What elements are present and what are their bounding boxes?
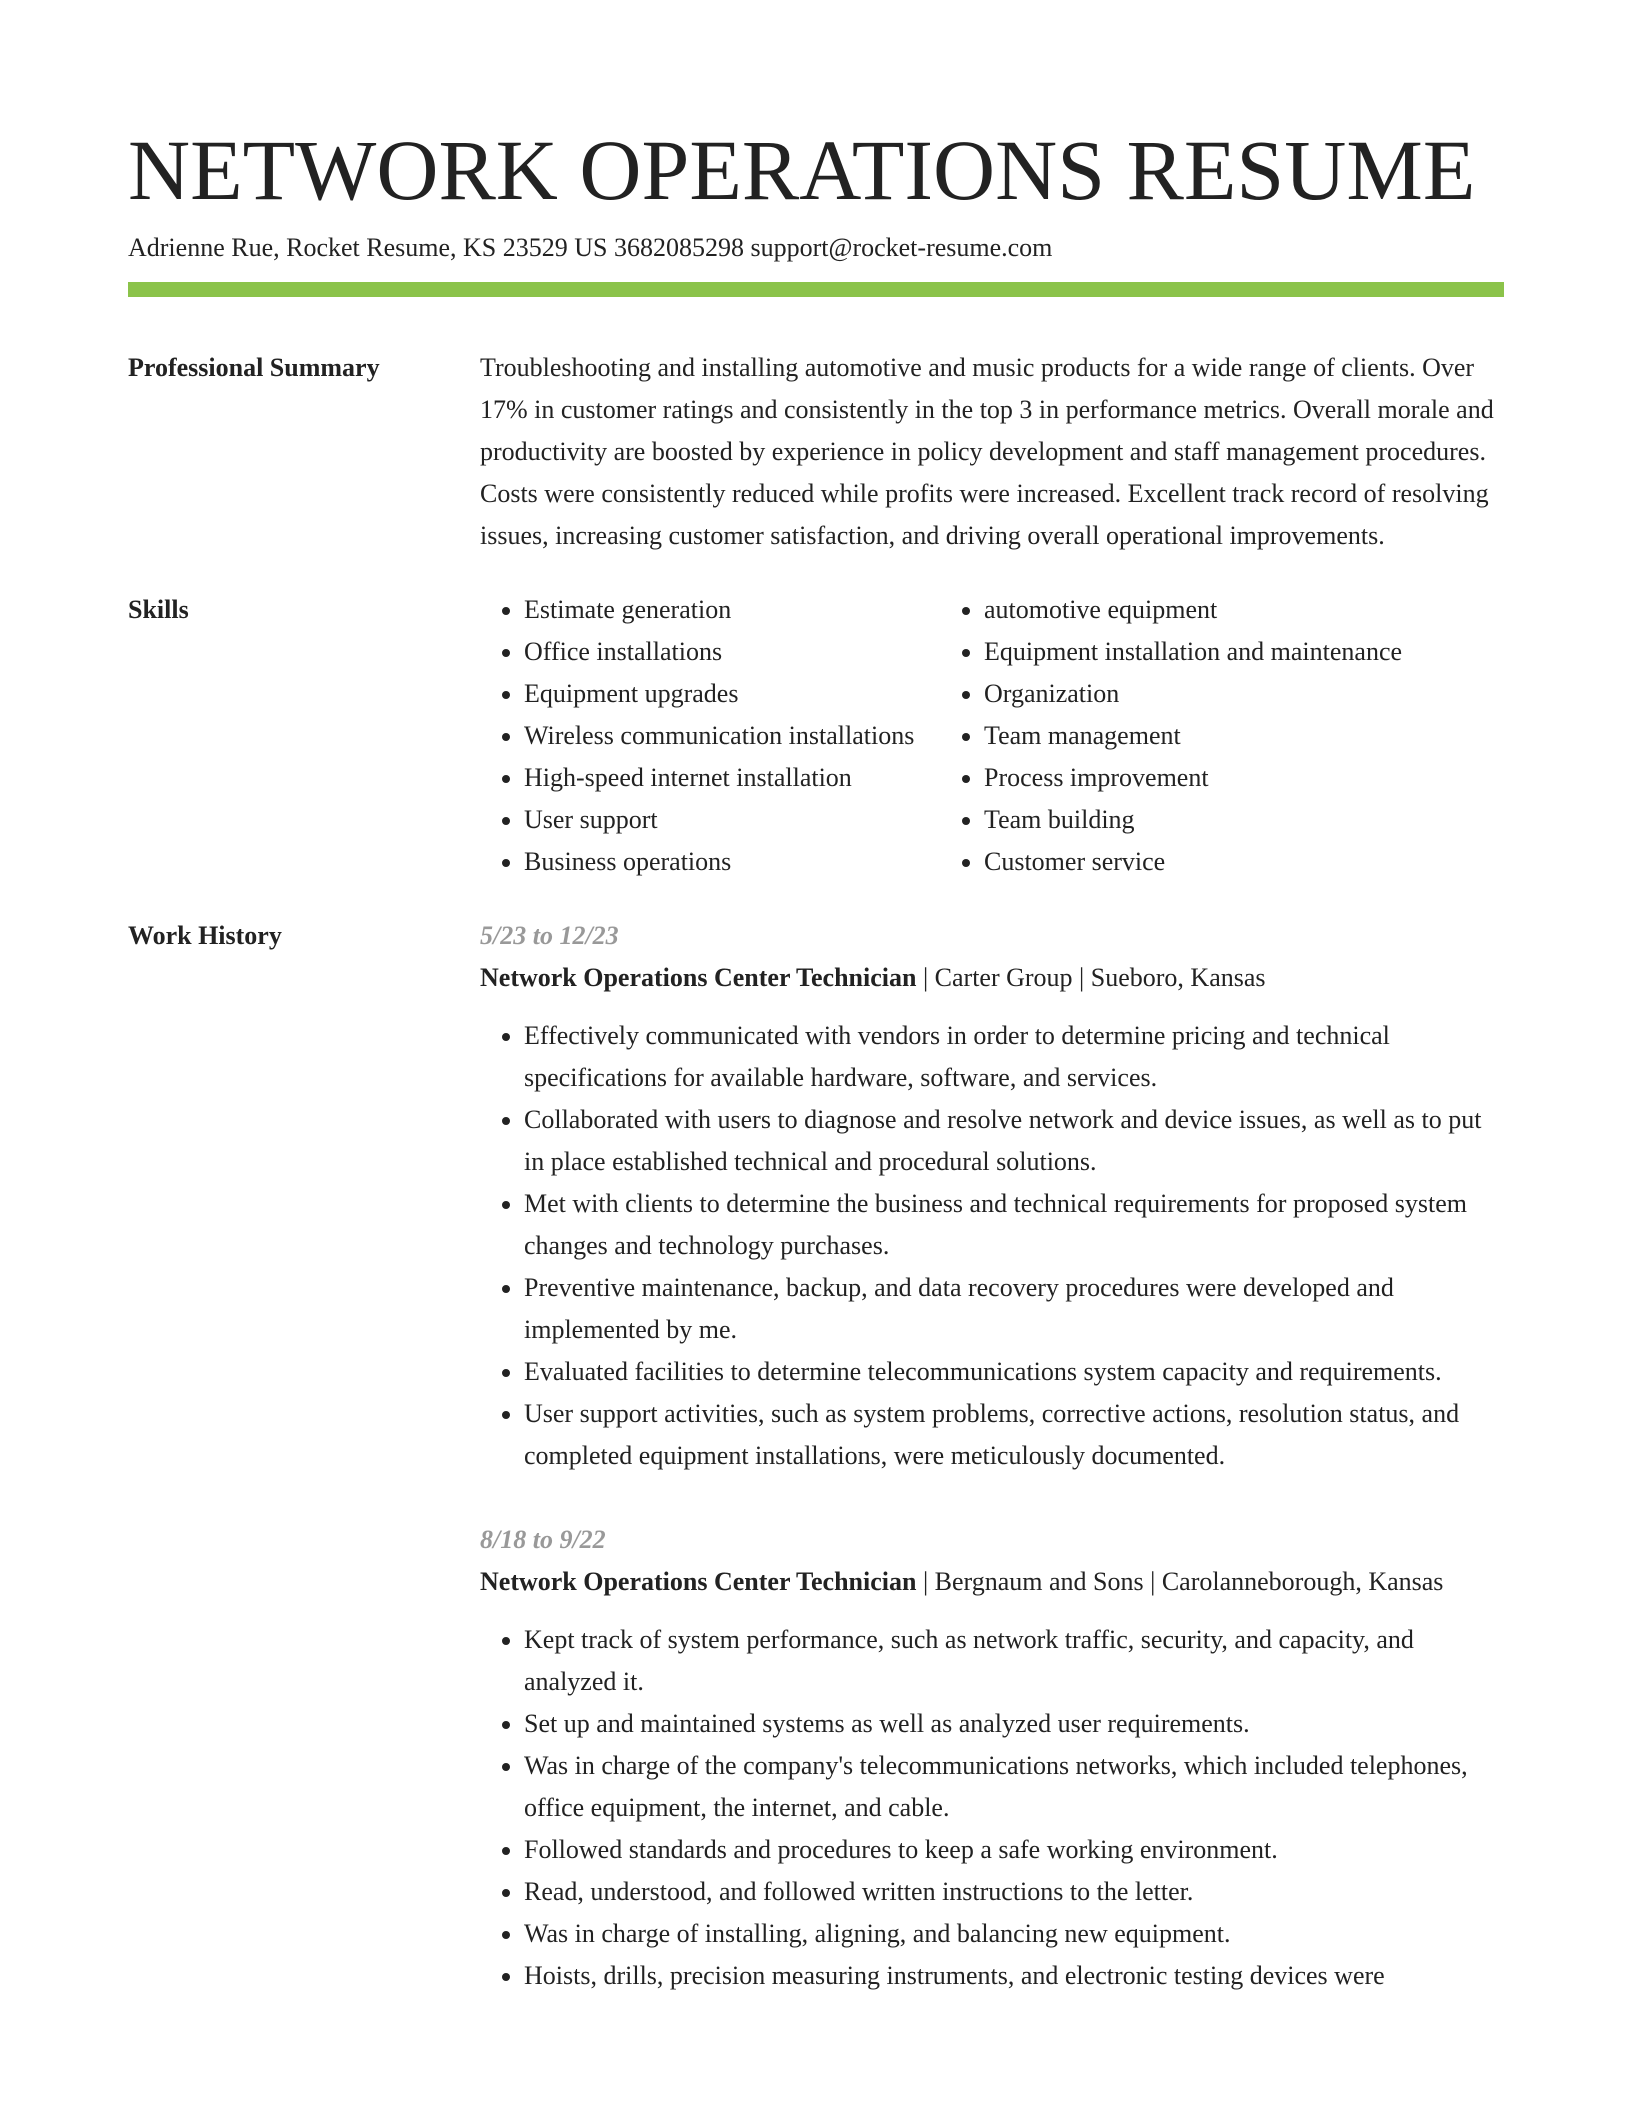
job-duty: • Read, understood, and followed written instructions to the letter. — [524, 1871, 1504, 1913]
skills-section — [128, 589, 1504, 883]
skill-item: • Equipment installation and maintenance — [984, 631, 1444, 673]
job-duty: • Evaluated facilities to determine telecommunications system capacity and requirements. — [524, 1351, 1504, 1393]
skill-item: • Estimate generation — [524, 589, 940, 631]
job-title: Network Operations Center Technician — [480, 1567, 917, 1596]
job-heading — [480, 1561, 1504, 1603]
contact-line: Adrienne Rue, Rocket Resume, KS 23529 US 3682085298 support@rocket-resume.com — [128, 233, 1053, 262]
job-duty: • User support activities, such as system problems, corrective actions, resolution status, and completed equipment installations, were meticulously documented. — [524, 1393, 1504, 1477]
skill-item: • Wireless communication installations — [524, 715, 940, 757]
skill-item: • User support — [524, 799, 940, 841]
job-heading — [480, 957, 1504, 999]
job-dates: 8/18 to 9/22 — [480, 1525, 606, 1554]
job-employer-location: | Carter Group | Sueboro, Kansas — [916, 963, 1266, 992]
skill-item: • Process improvement — [984, 757, 1444, 799]
job-duty: • Preventive maintenance, backup, and data recovery procedures were developed and implemented by me. — [524, 1267, 1504, 1351]
skill-item: • Equipment upgrades — [524, 673, 940, 715]
job-duty: • Followed standards and procedures to keep a safe working environment. — [524, 1829, 1504, 1871]
job-duty: • Collaborated with users to diagnose and resolve network and device issues, as well as to put in place established technical and procedural solutions. — [524, 1099, 1504, 1183]
skill-item: • Business operations — [524, 841, 940, 883]
job-duty: • Was in charge of installing, aligning, and balancing new equipment. — [524, 1913, 1504, 1955]
job-duty: • Set up and maintained systems as well as analyzed user requirements. — [524, 1703, 1504, 1745]
job-duties-list — [480, 1015, 1504, 1477]
skill-item: • Team building — [984, 799, 1444, 841]
job-entry — [480, 1519, 1504, 1997]
job-duty: • Kept track of system performance, such as network traffic, security, and capacity, and analyzed it. — [524, 1619, 1504, 1703]
job-duty: • Hoists, drills, precision measuring instruments, and electronic testing devices were — [524, 1955, 1504, 1997]
work-history-section — [128, 915, 1504, 2039]
resume-page — [128, 120, 1504, 2039]
skill-item: • Team management — [984, 715, 1444, 757]
resume-title: NETWORK OPERATIONS RESUME — [128, 122, 1476, 218]
section-label-skills: Skills — [128, 595, 189, 624]
job-duty: • Effectively communicated with vendors in order to determine pricing and technical specifications for available hardware, software, and services. — [524, 1015, 1504, 1099]
skill-item: • Customer service — [984, 841, 1444, 883]
skills-columns — [480, 589, 1504, 883]
job-title: Network Operations Center Technician — [480, 963, 917, 992]
skills-list-column-1 — [480, 589, 940, 883]
skills-list-column-2 — [940, 589, 1444, 883]
header-divider — [128, 282, 1504, 297]
job-entry — [480, 915, 1504, 1477]
job-duties-list — [480, 1619, 1504, 1997]
job-duty: • Met with clients to determine the business and technical requirements for proposed system changes and technology purchases. — [524, 1183, 1504, 1267]
professional-summary-section — [128, 347, 1504, 557]
job-duty: • Was in charge of the company's telecommunications networks, which included telephones, office equipment, the internet, and cable. — [524, 1745, 1504, 1829]
section-label-work-history: Work History — [128, 921, 282, 950]
section-label-summary: Professional Summary — [128, 353, 380, 382]
job-dates: 5/23 to 12/23 — [480, 921, 619, 950]
job-employer-location: | Bergnaum and Sons | Carolanneborough, Kansas — [916, 1567, 1444, 1596]
skill-item: • Organization — [984, 673, 1444, 715]
skill-item: • Office installations — [524, 631, 940, 673]
skill-item: • High-speed internet installation — [524, 757, 940, 799]
skill-item: • automotive equipment — [984, 589, 1444, 631]
summary-text: Troubleshooting and installing automotive and music products for a wide range of clients. Over 17% in customer ratings and consistently in the top 3 in performance metrics. Overall morale and productivity are boosted by experience in policy development and staff management procedures. Costs were consistently reduced while profits were increased. Excellent track record of resolving issues, increasing customer satisfaction, and driving overall operational improvements. — [480, 353, 1494, 550]
